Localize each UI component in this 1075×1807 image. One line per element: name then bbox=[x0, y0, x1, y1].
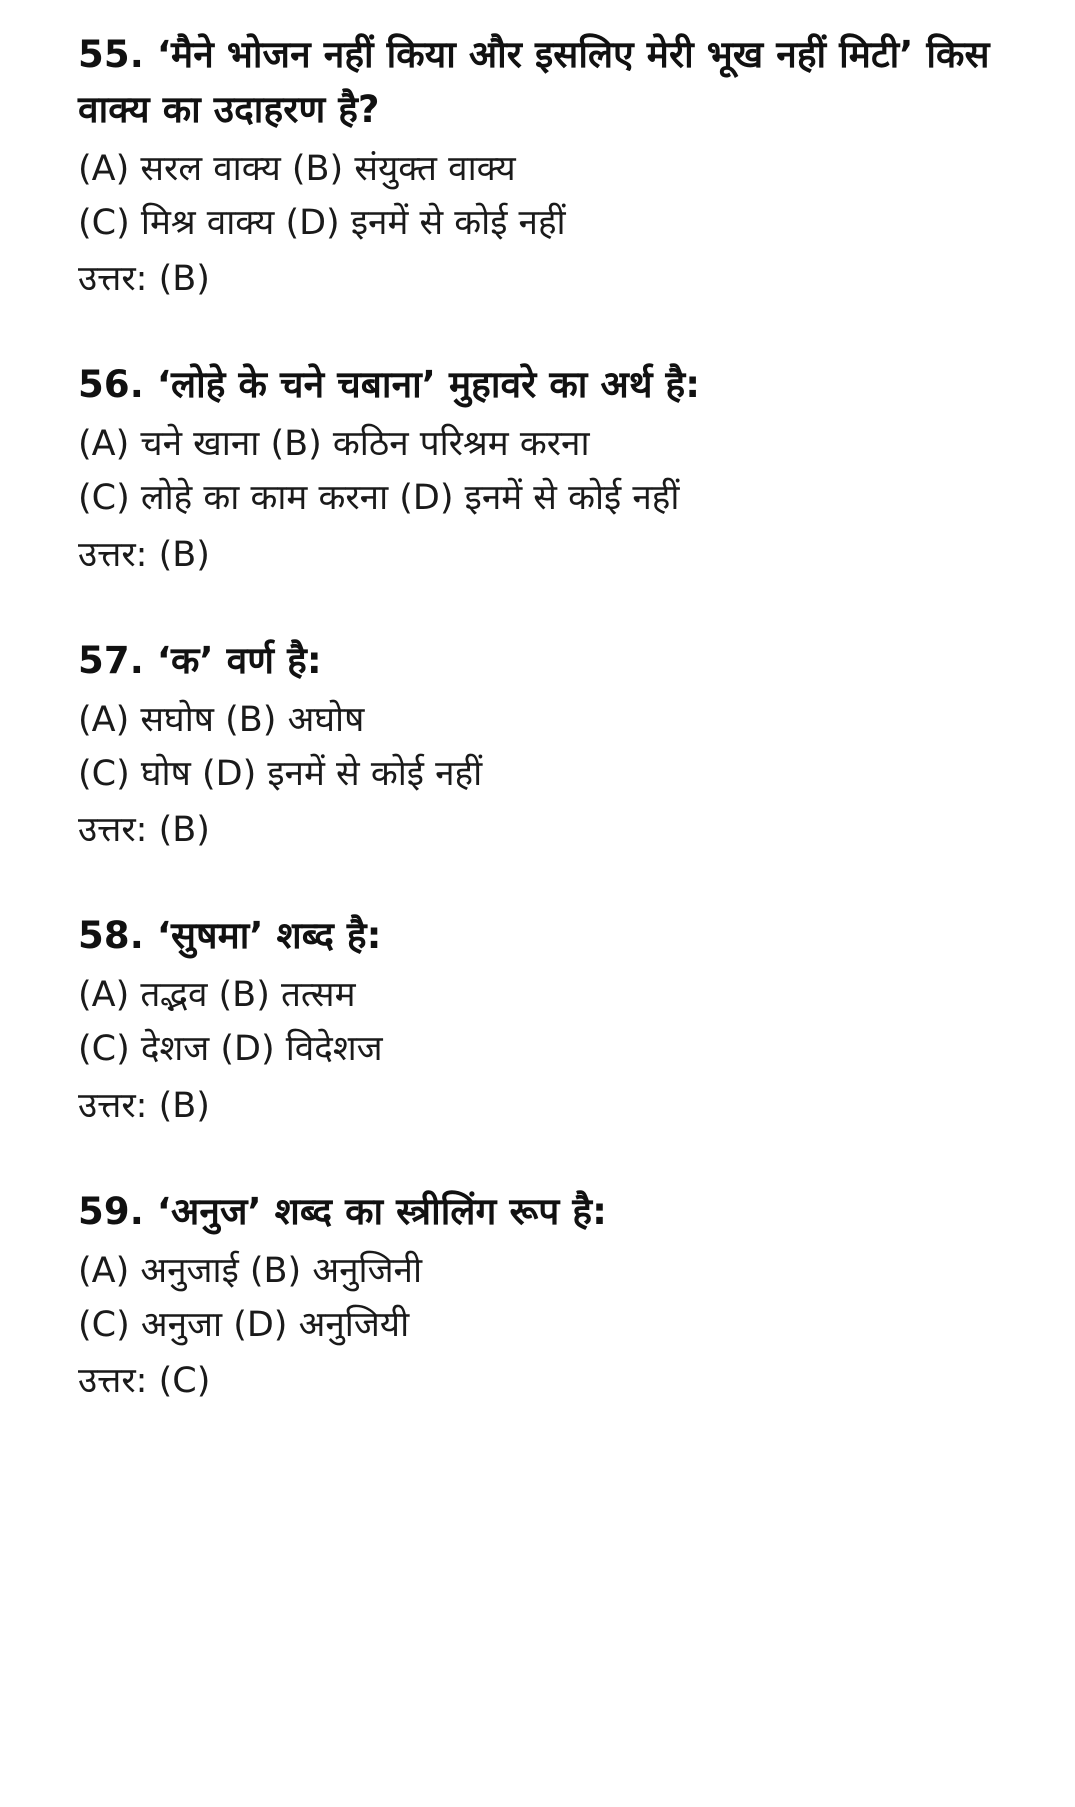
question-options-line: (C) मिश्र वाक्य (D) इनमें से कोई नहीं bbox=[78, 202, 566, 243]
question-text: 59. ‘अनुज’ शब्द का स्त्रीलिंग रूप है: bbox=[78, 1189, 608, 1233]
question-answer: उत्तर: (C) bbox=[78, 1361, 211, 1401]
question-answer: उत्तर: (B) bbox=[78, 534, 210, 575]
question-answer: उत्तर: (B) bbox=[78, 810, 210, 850]
question-answer: उत्तर: (B) bbox=[78, 259, 210, 299]
question-item bbox=[78, 358, 1013, 582]
question-options-line: (A) सरल वाक्य (B) संयुक्त वाक्य bbox=[78, 148, 516, 189]
question-options-line: (A) चने खाना (B) कठिन परिश्रम करना bbox=[78, 424, 590, 464]
question-text: 57. ‘क’ वर्ण है: bbox=[78, 638, 322, 682]
question-item bbox=[78, 1185, 1013, 1409]
question-options-line: (A) अनुजाई (B) अनुजिनी bbox=[78, 1250, 423, 1291]
question-options-line: (C) घोष (D) इनमें से कोई नहीं bbox=[78, 753, 483, 794]
question-options-line: (C) देशज (D) विदेशज bbox=[78, 1029, 383, 1070]
question-text: 55. ‘मैने भोजन नहीं किया और इसलिए मेरी भूख नहीं मिटी’ किस वाक्य का उदाहरण है? bbox=[78, 33, 990, 131]
question-item bbox=[78, 28, 1013, 306]
question-options-line: (C) लोहे का काम करना (D) इनमें से कोई नहीं bbox=[78, 478, 680, 519]
question-answer: उत्तर: (B) bbox=[78, 1085, 210, 1126]
question-options-line: (C) अनुजा (D) अनुजियी bbox=[78, 1304, 410, 1345]
question-text: 58. ‘सुषमा’ शब्द है: bbox=[78, 914, 382, 958]
question-options-line: (A) सघोष (B) अघोष bbox=[78, 699, 365, 740]
question-options-line: (A) तद्भव (B) तत्सम bbox=[78, 975, 356, 1015]
question-text: 56. ‘लोहे के चने चबाना’ मुहावरे का अर्थ है: bbox=[78, 363, 701, 407]
question-item bbox=[78, 634, 1013, 858]
question-item bbox=[78, 909, 1013, 1133]
